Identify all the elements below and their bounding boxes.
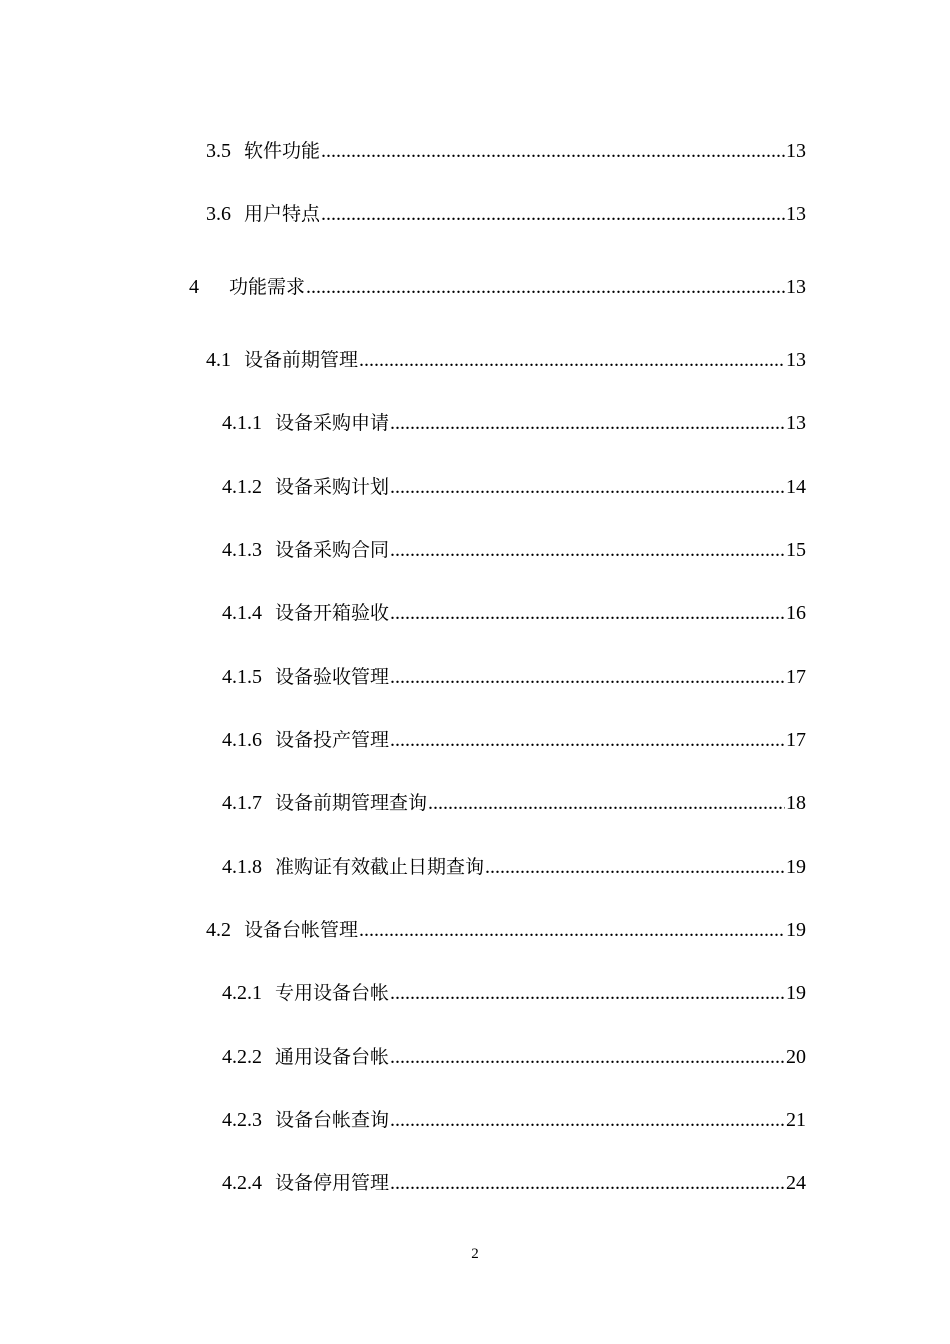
toc-entry-page: 19 xyxy=(786,919,806,941)
toc-entry-title: 准购证有效截止日期查询 xyxy=(275,856,485,878)
toc-entry-number: 4.2 xyxy=(206,919,231,941)
toc-dot-leader xyxy=(485,855,785,879)
toc-entry-page: 19 xyxy=(786,982,806,1004)
toc-entry-title: 设备前期管理查询 xyxy=(275,792,428,814)
toc-dot-leader xyxy=(390,538,785,562)
toc-entry-title: 设备开箱验收 xyxy=(275,602,390,624)
toc-entry-number: 3.5 xyxy=(206,140,231,162)
toc-dot-leader xyxy=(390,1045,785,1069)
toc-entry-title: 功能需求 xyxy=(229,276,306,298)
toc-entry-number: 4.2.1 xyxy=(222,982,262,1004)
toc-dot-leader xyxy=(306,275,785,299)
toc-entry-number: 4.2.2 xyxy=(222,1046,262,1068)
toc-entry-number: 4.1.5 xyxy=(222,666,262,688)
toc-dot-leader xyxy=(359,918,785,942)
toc-entry-page: 18 xyxy=(786,792,806,814)
toc-entry-page: 13 xyxy=(786,140,806,162)
toc-dot-leader xyxy=(321,139,785,163)
toc-dot-leader xyxy=(390,475,785,499)
toc-entry[interactable] xyxy=(222,475,806,499)
page-number: 2 xyxy=(471,1246,479,1262)
toc-entry[interactable] xyxy=(222,538,806,562)
toc-entry-page: 13 xyxy=(786,276,806,298)
toc-entry-number: 4.1.7 xyxy=(222,792,262,814)
toc-entry-number: 4.1 xyxy=(206,349,231,371)
toc-dot-leader xyxy=(390,665,785,689)
toc-entry-number: 4.1.1 xyxy=(222,412,262,434)
toc-entry[interactable] xyxy=(222,411,806,435)
toc-entry[interactable] xyxy=(222,791,806,815)
toc-entry-number: 4.1.6 xyxy=(222,729,262,751)
toc-entry-page: 13 xyxy=(786,412,806,434)
toc-dot-leader xyxy=(390,728,785,752)
toc-entry-page: 14 xyxy=(786,476,806,498)
toc-entry-title: 设备前期管理 xyxy=(244,349,359,371)
toc-entry-title: 设备采购计划 xyxy=(275,476,390,498)
toc-entry-page: 13 xyxy=(786,349,806,371)
toc-entry-page: 21 xyxy=(786,1109,806,1131)
toc-entry[interactable] xyxy=(206,202,806,226)
toc-entry-title: 设备台帐管理 xyxy=(244,919,359,941)
toc-entry-number: 4 xyxy=(189,276,199,298)
toc-entry[interactable] xyxy=(222,1171,806,1195)
toc-entry-page: 17 xyxy=(786,729,806,751)
toc-entry[interactable] xyxy=(206,918,806,942)
toc-entry[interactable] xyxy=(222,601,806,625)
toc-entry-number: 4.1.2 xyxy=(222,476,262,498)
toc-entry-title: 设备验收管理 xyxy=(275,666,390,688)
toc-dot-leader xyxy=(390,981,785,1005)
toc-dot-leader xyxy=(359,348,785,372)
toc-entry-number: 3.6 xyxy=(206,203,231,225)
toc-entry-number: 4.1.4 xyxy=(222,602,262,624)
toc-dot-leader xyxy=(390,411,785,435)
toc-entry[interactable] xyxy=(189,275,806,299)
toc-dot-leader xyxy=(390,601,785,625)
toc-entry[interactable] xyxy=(222,665,806,689)
toc-entry-number: 4.1.3 xyxy=(222,539,262,561)
toc-entry-title: 设备采购申请 xyxy=(275,412,390,434)
toc-entry-title: 软件功能 xyxy=(244,140,321,162)
toc-entry-page: 17 xyxy=(786,666,806,688)
toc-entry-title: 设备台帐查询 xyxy=(275,1109,390,1131)
toc-entry[interactable] xyxy=(222,1045,806,1069)
toc-entry-title: 设备采购合同 xyxy=(275,539,390,561)
toc-entry-number: 4.1.8 xyxy=(222,856,262,878)
toc-entry-title: 设备投产管理 xyxy=(275,729,390,751)
toc-entry[interactable] xyxy=(222,728,806,752)
toc-entry-page: 15 xyxy=(786,539,806,561)
toc-entry-title: 设备停用管理 xyxy=(275,1172,390,1194)
toc-entry-title: 专用设备台帐 xyxy=(275,982,390,1004)
toc-dot-leader xyxy=(321,202,785,226)
toc-entry[interactable] xyxy=(222,1108,806,1132)
toc-entry[interactable] xyxy=(206,139,806,163)
toc-dot-leader xyxy=(428,791,785,815)
toc-entry[interactable] xyxy=(206,348,806,372)
toc-entry-number: 4.2.4 xyxy=(222,1172,262,1194)
toc-entry-page: 16 xyxy=(786,602,806,624)
toc-entry-title: 用户特点 xyxy=(244,203,321,225)
toc-entry-title: 通用设备台帐 xyxy=(275,1046,390,1068)
toc-entry-page: 13 xyxy=(786,203,806,225)
toc-entry[interactable] xyxy=(222,855,806,879)
toc-entry-number: 4.2.3 xyxy=(222,1109,262,1131)
toc-entry-page: 24 xyxy=(786,1172,806,1194)
toc-dot-leader xyxy=(390,1108,785,1132)
toc-entry-page: 20 xyxy=(786,1046,806,1068)
toc-entry[interactable] xyxy=(222,981,806,1005)
toc-entry-page: 19 xyxy=(786,856,806,878)
toc-dot-leader xyxy=(390,1171,785,1195)
